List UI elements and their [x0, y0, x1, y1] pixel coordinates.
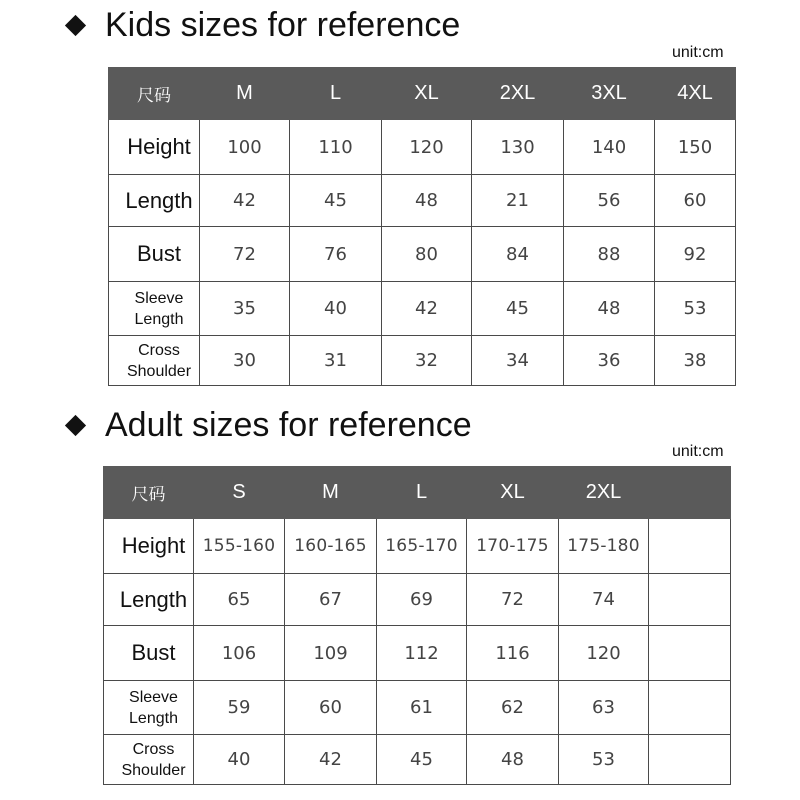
value-cell: 36 [564, 336, 655, 386]
adult-title-text: Adult sizes for reference [105, 406, 472, 444]
table-row [109, 227, 736, 282]
row-label-text: Length [134, 310, 184, 328]
table-row [109, 336, 736, 386]
value-cell: 30 [200, 336, 290, 386]
value-cell: 88 [564, 227, 655, 282]
value-cell: 59 [194, 681, 285, 735]
value-cell: 42 [200, 175, 290, 227]
value-cell: 106 [194, 626, 285, 681]
value-cell: 45 [377, 735, 467, 785]
value-cell: 65 [194, 574, 285, 626]
value-cell: 109 [285, 626, 377, 681]
value-cell: 60 [655, 175, 736, 227]
value-cell: 56 [564, 175, 655, 227]
value-cell: 76 [290, 227, 382, 282]
value-cell: 84 [472, 227, 564, 282]
value-cell: 21 [472, 175, 564, 227]
row-label-text: Sleeve [134, 289, 184, 307]
row-label [109, 227, 200, 282]
value-cell: 112 [377, 626, 467, 681]
size-header-cell: S [194, 467, 285, 519]
value-cell: 155-160 [194, 519, 285, 574]
value-cell: 32 [382, 336, 472, 386]
value-cell: 53 [559, 735, 649, 785]
size-header-cell: L [377, 467, 467, 519]
value-cell: 40 [290, 282, 382, 336]
value-cell [649, 574, 731, 626]
value-cell: 74 [559, 574, 649, 626]
table-row [104, 681, 731, 735]
row-label-text: Bust [136, 241, 182, 266]
value-cell: 67 [285, 574, 377, 626]
value-cell: 61 [377, 681, 467, 735]
value-cell: 42 [382, 282, 472, 336]
size-header-cell [649, 467, 731, 519]
row-label [104, 574, 194, 626]
diamond-bullet-icon [65, 15, 86, 36]
row-label [109, 120, 200, 175]
value-cell: 120 [559, 626, 649, 681]
size-header-cell: XL [382, 68, 472, 120]
value-cell [649, 735, 731, 785]
value-cell: 31 [290, 336, 382, 386]
value-cell: 63 [559, 681, 649, 735]
row-label-text: Cross [138, 341, 180, 359]
value-cell: 35 [200, 282, 290, 336]
size-header-cell: M [285, 467, 377, 519]
value-cell: 48 [564, 282, 655, 336]
value-cell [649, 626, 731, 681]
row-label [104, 681, 194, 735]
value-cell: 38 [655, 336, 736, 386]
size-header-cell: 4XL [655, 68, 736, 120]
row-label [109, 336, 200, 386]
size-header-cell: 2XL [559, 467, 649, 519]
value-cell: 80 [382, 227, 472, 282]
value-cell [649, 681, 731, 735]
value-cell: 110 [290, 120, 382, 175]
adult-size-table [103, 466, 731, 785]
row-label-text: Cross [132, 740, 175, 758]
value-cell: 53 [655, 282, 736, 336]
table-header-row [109, 68, 736, 120]
table-row [104, 519, 731, 574]
row-label-text: Length [129, 709, 178, 727]
value-cell: 60 [285, 681, 377, 735]
table-row [104, 574, 731, 626]
value-cell: 72 [200, 227, 290, 282]
value-cell: 140 [564, 120, 655, 175]
kids-title-text: Kids sizes for reference [105, 6, 461, 44]
value-cell: 116 [467, 626, 559, 681]
row-label [104, 735, 194, 785]
value-cell: 34 [472, 336, 564, 386]
value-cell: 165-170 [377, 519, 467, 574]
value-cell: 62 [467, 681, 559, 735]
row-label-text: Length [125, 187, 193, 213]
row-label [109, 282, 200, 336]
value-cell: 40 [194, 735, 285, 785]
value-cell: 48 [382, 175, 472, 227]
value-cell: 72 [467, 574, 559, 626]
row-label-text: Shoulder [126, 362, 192, 380]
row-label [104, 626, 194, 681]
row-label-text: Sleeve [129, 688, 178, 706]
diamond-bullet-icon [65, 415, 86, 436]
size-header-cell: M [200, 68, 290, 120]
size-header-cell: L [290, 68, 382, 120]
row-label [104, 519, 194, 574]
value-cell: 69 [377, 574, 467, 626]
row-label-text: Height [121, 533, 186, 558]
size-header-cell: XL [467, 467, 559, 519]
row-label [109, 175, 200, 227]
table-row [104, 626, 731, 681]
value-cell: 120 [382, 120, 472, 175]
table-row [104, 735, 731, 785]
row-label-text: Bust [131, 640, 176, 665]
size-header-cell: 3XL [564, 68, 655, 120]
table-row [109, 175, 736, 227]
row-label-text: Length [119, 586, 188, 612]
table-header-row [104, 467, 731, 519]
size-column-header: 尺码 [109, 68, 200, 120]
value-cell: 175-180 [559, 519, 649, 574]
value-cell: 45 [290, 175, 382, 227]
value-cell: 42 [285, 735, 377, 785]
value-cell: 45 [472, 282, 564, 336]
table-row [109, 120, 736, 175]
value-cell: 130 [472, 120, 564, 175]
row-label-text: Height [127, 134, 191, 159]
kids-size-table [108, 67, 736, 386]
value-cell: 100 [200, 120, 290, 175]
table-row [109, 282, 736, 336]
value-cell: 160-165 [285, 519, 377, 574]
adult-unit-label: unit:cm [672, 443, 724, 460]
adult-section-title [68, 406, 472, 445]
value-cell: 92 [655, 227, 736, 282]
value-cell: 48 [467, 735, 559, 785]
value-cell: 170-175 [467, 519, 559, 574]
row-label-text: Shoulder [121, 761, 186, 779]
kids-section-title [68, 6, 460, 45]
value-cell: 150 [655, 120, 736, 175]
size-header-cell: 2XL [472, 68, 564, 120]
size-column-header: 尺码 [104, 467, 194, 519]
kids-unit-label: unit:cm [672, 44, 724, 61]
value-cell [649, 519, 731, 574]
